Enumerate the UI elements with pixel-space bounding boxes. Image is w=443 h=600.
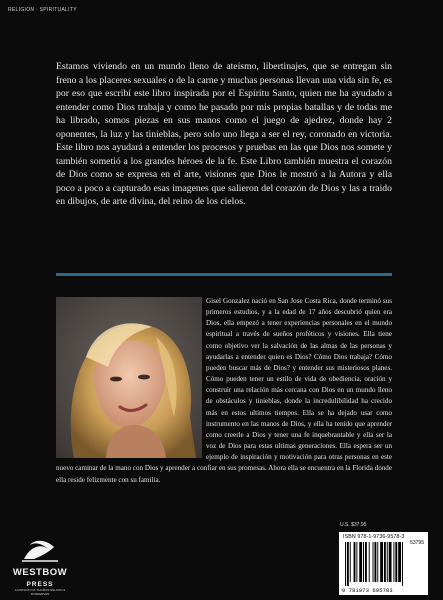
- westbow-emblem-icon: [20, 537, 60, 563]
- barcode-image: [345, 542, 425, 586]
- category-label: RELIGION · SPIRITUALITY: [8, 7, 77, 13]
- back-cover-blurb: Estamos viviendo en un mundo lleno de ateísmo, libertinajes, que se entregan sin freno a los placeres sexuales o de la carne y muchas personas llevan una vida sin fe, es por eso que escribí este libro inspirada por el Espíritu Santo, quien me ha ayudado a entender como Dios trabaja y como he pasado por mis propias batallas y de todas me ha librado, somos piezas en sus manos como el juego de ajedrez, donde hay 2 oponentes, la luz y las tinieblas, pero solo uno llega a ser el rey, coronado en victoria. Este libro nos ayudará a entender los procesos y pruebas en las que Dios nos somete y también sometió a los grandes héroes de la fe. Este Libro también muestra el corazón de Dios como se expresa en el arte, visiones que Dios le mostró a la Autora y ella poco a poco a capturado esas imagenes que salieron del corazón de Dios y las a traido en dibujos, de arte divina, del reino de los cielos.: [56, 61, 392, 208]
- isbn-text: ISBN 978-1-9736-9578-3: [343, 534, 405, 540]
- publisher-logo: [10, 537, 70, 597]
- barcode-digits: 9 781973 695783: [342, 588, 393, 594]
- section-divider: [56, 273, 392, 276]
- price-label: U.S. $37.95: [340, 522, 367, 528]
- publisher-tagline: A DIVISION OF THOMAS NELSON & ZONDERVAN: [14, 588, 66, 596]
- barcode-addon: 53795: [410, 540, 424, 546]
- barcode-panel: [339, 532, 428, 595]
- author-bio: [56, 296, 392, 486]
- publisher-name: WESTBOW PRESS: [12, 567, 68, 588]
- author-bio-text: Gisel Gonzalez nació en San Jose Costa Rica, donde terminó sus primeros estudios, y a la edad de 17 años descubrió quien era Dios, ella empezó a tener experiencias personales en el mundo espiritual a través de sueños proféticos y visiones. Ella tiene como objetivo ver la salvación de las almas de las personas y ayudarlas a entender quien es Dios? Cómo Dios trabaja? Cómo pueden buscar más de Dios? y entender sus misteriosos planes. Cómo pueden tener un estilo de vida de obediencia, oración y construir una relación más cercana con Dios en un mundo lleno de obstáculos y tinieblas, donde la incredulibilidad ha crecido más en estos ultimos tiempos. Ella se ha dejado usar como instrumento en las manos de Dios, y ella ha tenido que aprender como creerle a Dios y tener una fe inquebrantable y ella ser la voz de Dios para estas ultimas generaciones. Ella espera ser un ejemplo de inspiración y motivación para otras personas en este nuevo caminar de la mano con Dios y aprender a confiar en sus promesas. Ahora ella se encuentra en la Florida donde ella reside felizmente con su familia.: [56, 297, 392, 484]
